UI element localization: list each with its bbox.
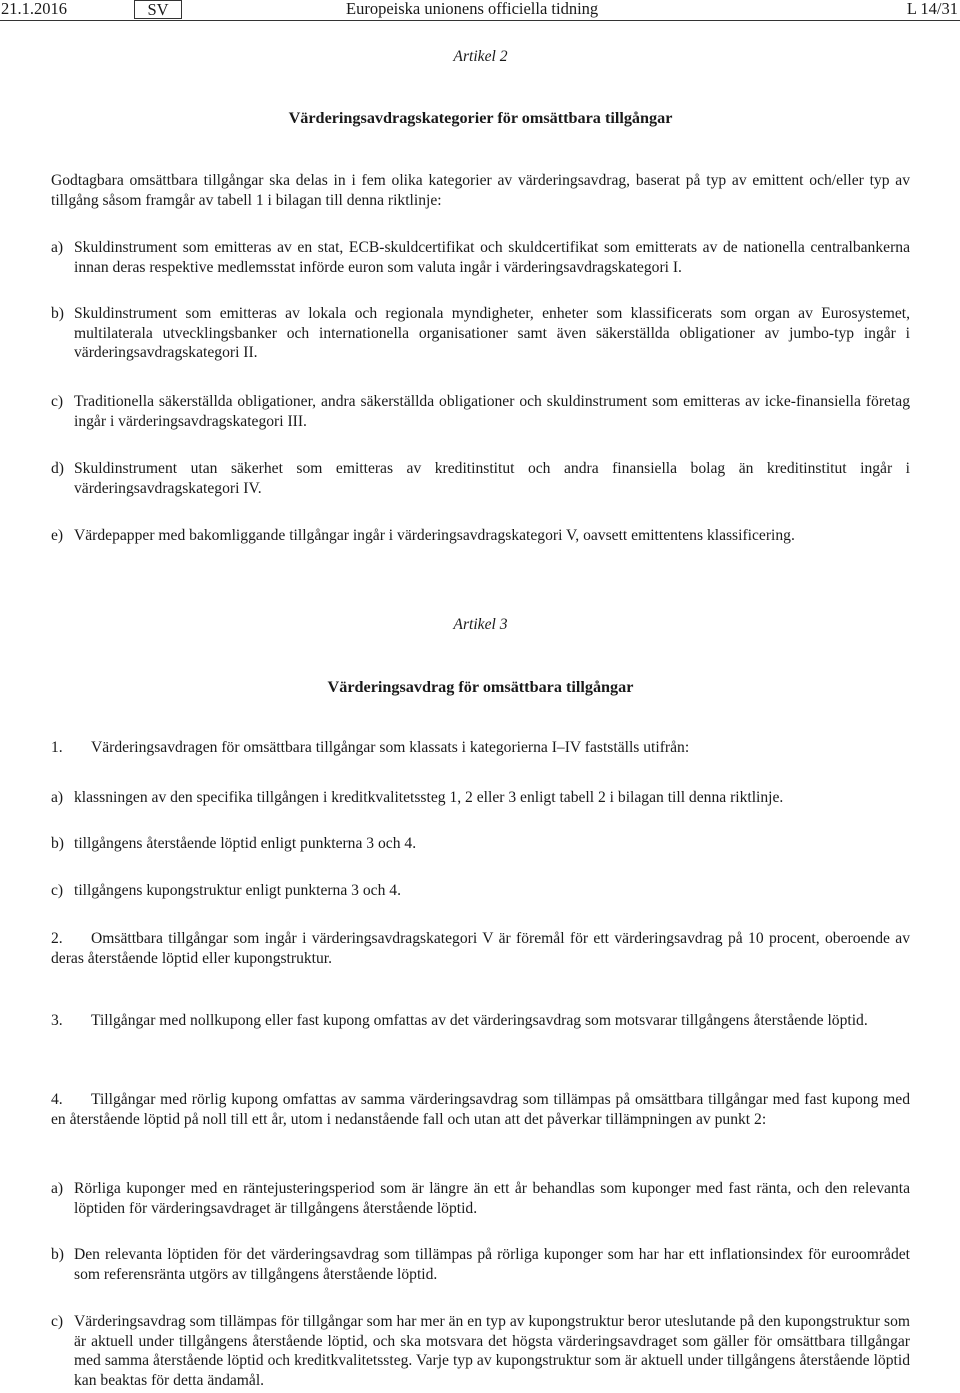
list-item-label: e) — [51, 527, 64, 544]
paragraph-number: 1. — [51, 739, 63, 756]
list-item-label: b) — [51, 835, 64, 852]
article-3-title: Värderingsavdrag för omsättbara tillgångar — [327, 678, 634, 696]
paragraph-number: 2. — [51, 930, 63, 947]
list-item — [51, 881, 910, 901]
list-item-label: b) — [51, 305, 64, 322]
paragraph-text: Värderingsavdragen för omsättbara tillgångar som klassats i kategorierna I–IV fastställs utifrån: — [91, 739, 690, 756]
list-item-label: b) — [51, 1246, 64, 1263]
paragraph-2 — [51, 929, 910, 968]
list-item — [51, 1312, 910, 1390]
list-item — [51, 834, 910, 854]
list-item-label: c) — [51, 1313, 64, 1330]
list-item-text: Värdepapper med bakomliggande tillgångar ingår i värderingsavdragskategori V, oavsett emittentens klassificering. — [74, 527, 795, 544]
article-3-label: Artikel 3 — [453, 616, 508, 633]
paragraph-text: Omsättbara tillgångar som ingår i värderingsavdragskategori V är föremål för ett värderingsavdrag på 10 procent, oberoende av deras återstående löptid eller kupongstruktur. — [51, 930, 910, 967]
paragraph-text: Tillgångar med rörlig kupong omfattas av samma värderingsavdrag som tillämpas på omsättbara tillgångar med fast kupong med en återstående löptid på noll till ett år, utom i nedanstående fall och utan att det påverkar tillämpningen av punkt 2: — [51, 1091, 910, 1128]
paragraph-3 — [51, 1011, 910, 1031]
list-item — [51, 392, 910, 431]
list-item-text: Värderingsavdrag som tillämpas för tillgångar som har mer än en typ av kupongstruktur beror uteslutande på den kupongstruktur som är aktuell under tillgångens återstående löptid, och ska motsvara det högsta värderingsavdraget som gäller för omsättbara tillgångar med samma återstående löptid och kreditkvalitetssteg. Varje typ av kupongstruktur som är aktuell under tillgångens återstående löptid kan beaktas för detta ändamål. — [74, 1313, 910, 1389]
list-item-text: Den relevanta löptiden för det värderingsavdrag som tillämpas på rörliga kuponger som har har ett inflationsindex för euroområdet som referensränta utgörs av tillgångens återstående löptid. — [74, 1246, 910, 1283]
page-header — [0, 0, 960, 21]
list-item-text: Traditionella säkerställda obligationer, andra säkerställda obligationer och skuldinstrument som emitteras av icke-finansiella företag ingår i värderingsavdragskategori III. — [74, 393, 910, 430]
list-item — [51, 459, 910, 498]
list-item — [51, 526, 910, 546]
paragraph-number: 4. — [51, 1091, 63, 1108]
list-item-label: a) — [51, 1180, 64, 1197]
list-item-text: Skuldinstrument utan säkerhet som emitteras av kreditinstitut och andra finansiella bolag än kreditinstitut ingår i värderingsavdragskategori IV. — [74, 460, 910, 497]
list-item-text: Rörliga kuponger med en räntejusteringsperiod som är längre än ett år behandlas som kuponger med fast ränta, och den relevanta löptiden för värderingsavdraget är tillgångens återstående löptid. — [74, 1180, 910, 1217]
list-item-text: tillgångens kupongstruktur enligt punkterna 3 och 4. — [74, 882, 401, 899]
page-number: L 14/31 — [906, 0, 958, 18]
list-item-label: a) — [51, 789, 64, 806]
list-item-text: klassningen av den specifika tillgången i kreditkvalitetssteg 1, 2 eller 3 enligt tabell 2 i bilagan till denna riktlinje. — [74, 789, 784, 806]
list-item — [51, 304, 910, 363]
article-2-label: Artikel 2 — [453, 48, 508, 65]
list-item-label: c) — [51, 393, 64, 410]
list-item — [51, 1179, 910, 1218]
list-item-label: c) — [51, 882, 64, 899]
list-item-label: d) — [51, 460, 64, 477]
article-2-intro: Godtagbara omsättbara tillgångar ska delas in i fem olika kategorier av värderingsavdrag, baserat på typ av emittent och/eller typ av tillgång såsom framgår av tabell 1 i bilagan till denna riktlinje: — [51, 172, 910, 209]
publication-title: Europeiska unionens officiella tidning — [346, 0, 599, 18]
list-item — [51, 1245, 910, 1284]
list-item-text: tillgångens återstående löptid enligt punkterna 3 och 4. — [74, 835, 417, 852]
list-item-text: Skuldinstrument som emitteras av en stat, ECB-skuldcertifikat och skuldcertifikat som emitterats av de nationella centralbankerna innan deras respektive medlemsstat införde euron som valuta ingår i värderingsavdragskategori I. — [74, 239, 910, 276]
language-badge: SV — [134, 0, 182, 19]
list-item-text: Skuldinstrument som emitteras av lokala och regionala myndigheter, enheter som klassificerats som organ av Eurosystemet, multilaterala utvecklingsbanker och internationella organisationer samt även säkerställda obligationer av jumbo-typ ingår i värderingsavdragskategori II. — [74, 305, 910, 362]
paragraph-1 — [51, 738, 910, 758]
paragraph-4 — [51, 1090, 910, 1129]
header-date: 21.1.2016 — [1, 0, 67, 18]
list-item — [51, 238, 910, 277]
article-2-title: Värderingsavdragskategorier för omsättbara tillgångar — [288, 109, 673, 127]
paragraph-number: 3. — [51, 1012, 63, 1029]
paragraph-text: Tillgångar med nollkupong eller fast kupong omfattas av det värderingsavdrag som motsvarar tillgångens återstående löptid. — [91, 1012, 868, 1029]
list-item-label: a) — [51, 239, 64, 256]
list-item — [51, 788, 910, 808]
